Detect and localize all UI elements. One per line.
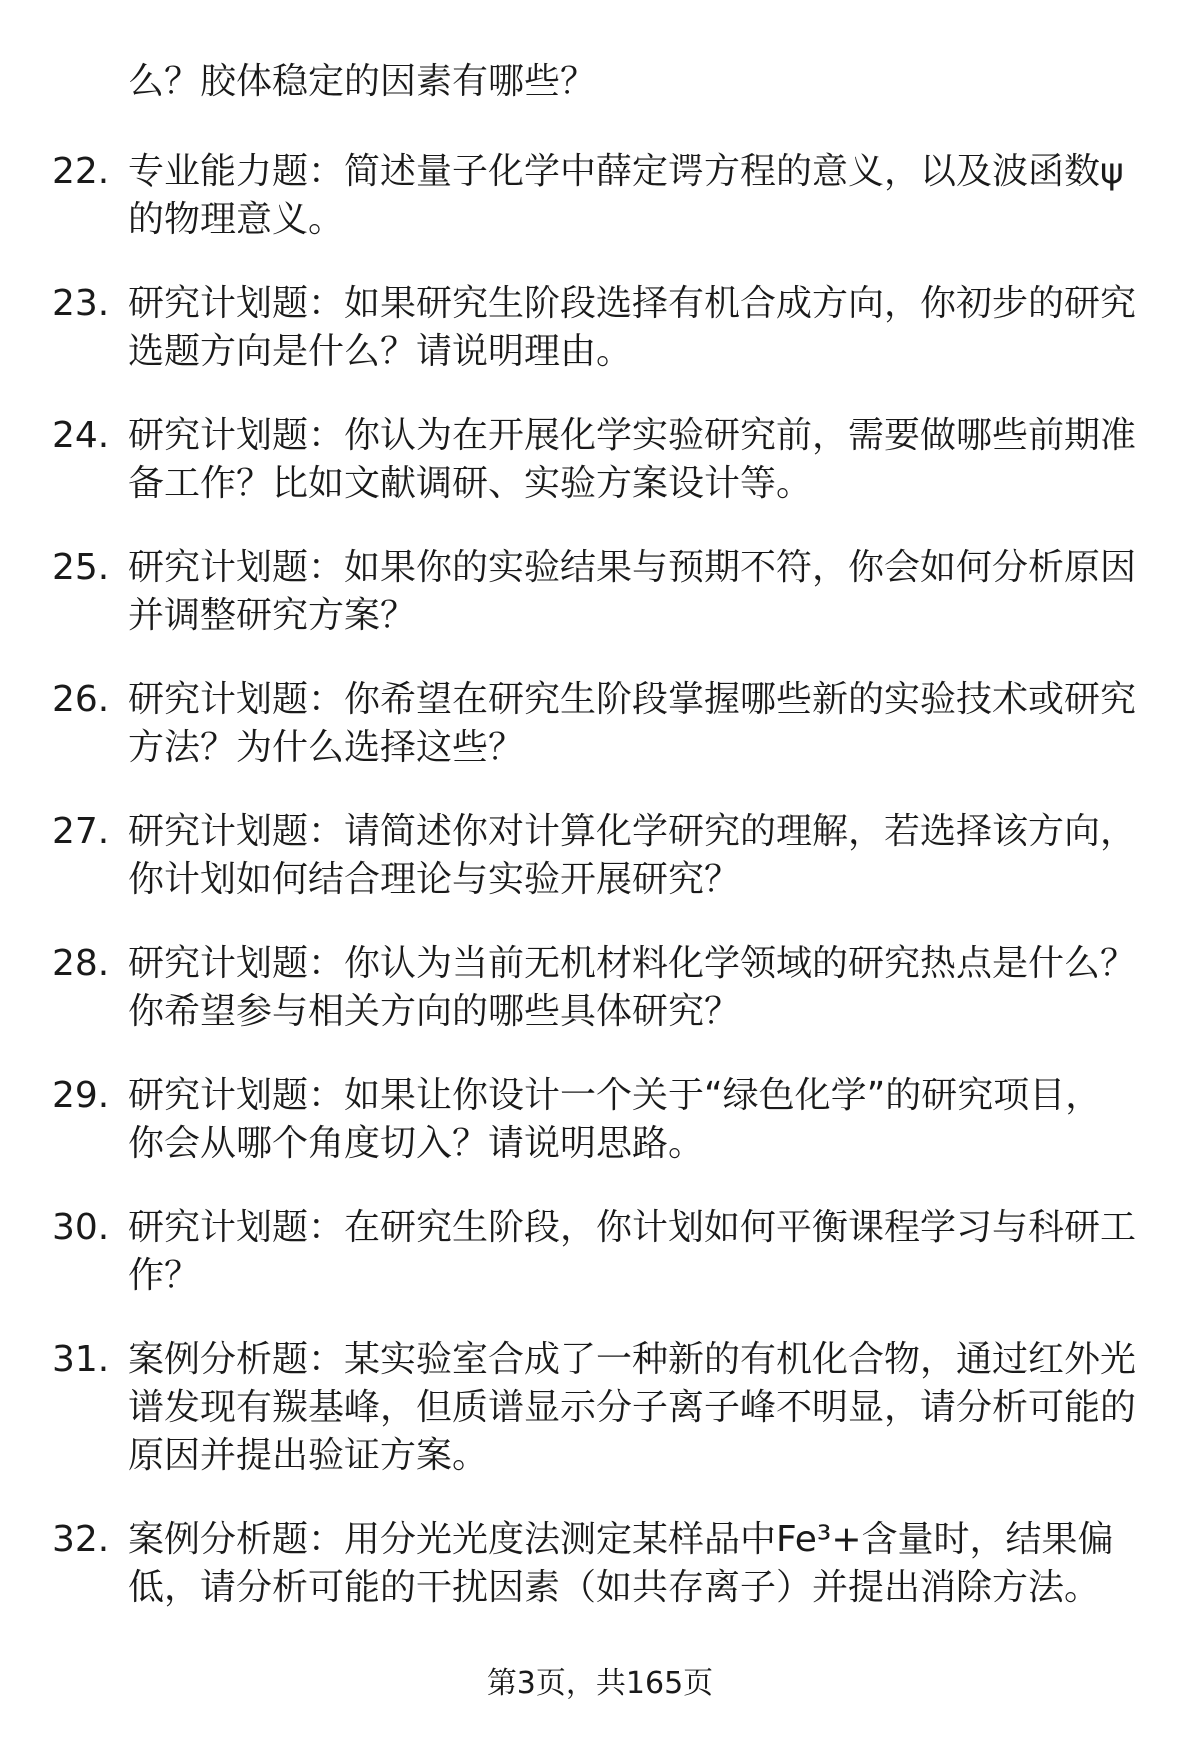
question-number: 27. (52, 811, 110, 852)
question-item (0, 280, 1200, 412)
question-text-line: 研究计划题：如果你的实验结果与预期不符，你会如何分析原因 (128, 547, 1137, 588)
question-number: 23. (52, 283, 110, 324)
question-item (0, 1072, 1200, 1204)
question-text-line: 研究计划题：你认为在开展化学实验研究前，需要做哪些前期准 (128, 415, 1137, 456)
question-text-line: 案例分析题：用分光光度法测定某样品中Fe³+含量时，结果偏 (128, 1519, 1114, 1560)
question-text-line: 你希望参与相关方向的哪些具体研究？ (128, 991, 741, 1032)
question-item (0, 544, 1200, 676)
question-text-line: 研究计划题：你认为当前无机材料化学领域的研究热点是什么？ (128, 943, 1137, 984)
question-item (0, 1516, 1200, 1648)
question-text-line: 原因并提出验证方案。 (128, 1435, 489, 1476)
question-item (0, 808, 1200, 940)
question-text-line: 研究计划题：在研究生阶段，你计划如何平衡课程学习与科研工 (128, 1207, 1137, 1248)
question-number: 25. (52, 547, 110, 588)
question-list (0, 148, 1200, 1648)
question-item (0, 940, 1200, 1072)
question-item (0, 1204, 1200, 1336)
question-number: 32. (52, 1519, 110, 1560)
question-text-line: 研究计划题：请简述你对计算化学研究的理解，若选择该方向， (128, 811, 1137, 852)
question-text-line: 的物理意义。 (128, 199, 345, 240)
question-text-line: 并调整研究方案？ (128, 595, 417, 636)
question-number: 24. (52, 415, 110, 456)
question-number: 22. (52, 151, 110, 192)
question-item (0, 1336, 1200, 1516)
question-text-line: 低，请分析可能的干扰因素（如共存离子）并提出消除方法。 (128, 1567, 1101, 1608)
question-text-line: 作？ (128, 1255, 201, 1296)
question-text-line: 专业能力题：简述量子化学中薛定谔方程的意义，以及波函数ψ (128, 151, 1124, 192)
question-text-line: 你计划如何结合理论与实验开展研究？ (128, 859, 741, 900)
question-number: 29. (52, 1075, 110, 1116)
page-number-footer: 第3页，共165页 (486, 1666, 714, 1701)
question-number: 30. (52, 1207, 110, 1248)
question-item (0, 412, 1200, 544)
question-number: 31. (52, 1339, 110, 1380)
question-text-line: 案例分析题：某实验室合成了一种新的有机化合物，通过红外光 (128, 1339, 1137, 1380)
question-number: 26. (52, 679, 110, 720)
question-item (0, 676, 1200, 808)
question-text-line: 谱发现有羰基峰，但质谱显示分子离子峰不明显，请分析可能的 (128, 1387, 1137, 1428)
question-text-line: 研究计划题：如果研究生阶段选择有机合成方向，你初步的研究 (128, 283, 1137, 324)
question-text-line: 方法？为什么选择这些？ (128, 727, 525, 768)
question-number: 28. (52, 943, 110, 984)
continuation-text: 么？胶体稳定的因素有哪些？ (128, 61, 597, 102)
question-text-line: 研究计划题：如果让你设计一个关于“绿色化学”的研究项目， (128, 1075, 1102, 1116)
question-item (0, 148, 1200, 280)
question-text-line: 选题方向是什么？请说明理由。 (128, 331, 633, 372)
question-text-line: 研究计划题：你希望在研究生阶段掌握哪些新的实验技术或研究 (128, 679, 1137, 720)
question-text-line: 备工作？比如文献调研、实验方案设计等。 (128, 463, 813, 504)
question-text-line: 你会从哪个角度切入？请说明思路。 (128, 1123, 705, 1164)
